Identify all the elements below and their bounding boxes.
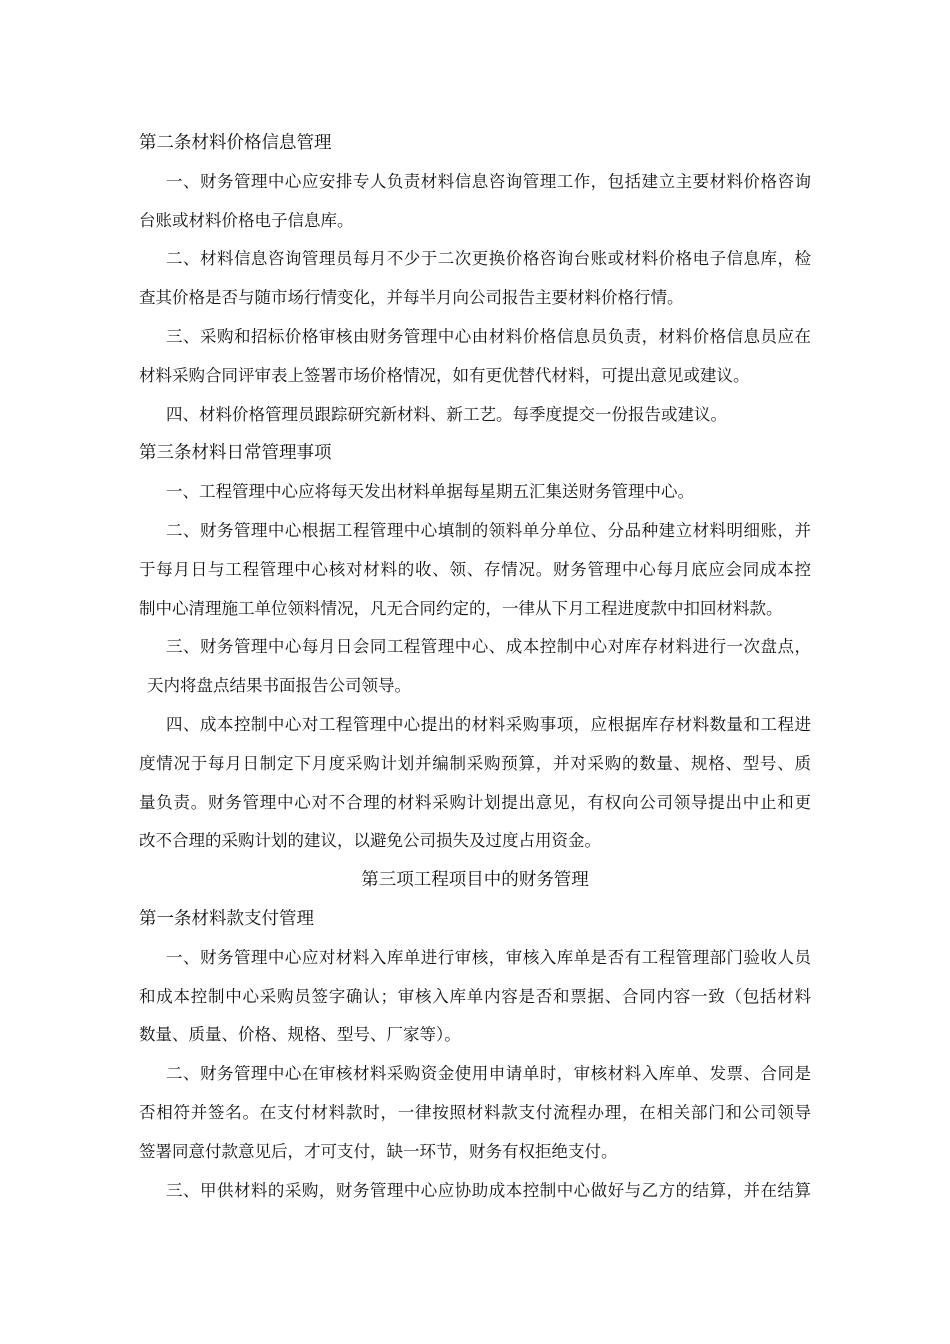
paragraph-line: 和成本控制中心采购员签字确认；审核入库单内容是否和票据、合同内容一致（包括材料 — [139, 986, 811, 1006]
section-heading: 第二条材料价格信息管理 — [139, 133, 332, 153]
paragraph-line: 三、财务管理中心每月日会同工程管理中心、成本控制中心对库存材料进行一次盘点， — [166, 637, 811, 657]
paragraph-line: 度情况于每月日制定下月度采购计划并编制采购预算，并对采购的数量、规格、型号、质 — [139, 753, 811, 773]
paragraph-line: 二、财务管理中心根据工程管理中心填制的领料单分单位、分品种建立材料明细账，并 — [166, 520, 811, 540]
paragraph-line: 三、甲供材料的采购，财务管理中心应协助成本控制中心做好与乙方的结算，并在结算 — [166, 1180, 811, 1200]
chapter-title: 第三项工程项目中的财务管理 — [361, 870, 589, 891]
paragraph-line: 量负责。财务管理中心对不合理的材料采购计划提出意见，有权向公司领导提出中止和更 — [139, 792, 811, 812]
paragraph-line: 四、成本控制中心对工程管理中心提出的材料采购事项，应根据库存材料数量和工程进 — [166, 714, 811, 734]
paragraph-line: 一、财务管理中心应安排专人负责材料信息咨询管理工作，包括建立主要材料价格咨询 — [166, 171, 811, 191]
paragraph-line: 台账或材料价格电子信息库。 — [139, 210, 354, 230]
paragraph-line: 数量、质量、价格、规格、型号、厂家等）。 — [139, 1025, 461, 1045]
paragraph-line: 二、材料信息咨询管理员每月不少于二次更换价格咨询台账或材料价格电子信息库，检 — [166, 249, 811, 269]
paragraph-line: 查其价格是否与随市场行情变化，并每半月向公司报告主要材料价格行情。 — [139, 288, 684, 308]
paragraph-line: 天内将盘点结果书面报告公司领导。 — [147, 676, 411, 696]
section-heading: 第三条材料日常管理事项 — [139, 443, 332, 464]
paragraph-line: 否相符并签名。在支付材料款时，一律按照材料款支付流程办理，在相关部门和公司领导 — [139, 1102, 811, 1122]
paragraph-line: 一、工程管理中心应将每天发出材料单据每星期五汇集送财务管理中心。 — [166, 482, 694, 502]
paragraph-line: 二、财务管理中心在审核材料采购资金使用申请单时，审核材料入库单、发票、合同是 — [166, 1064, 811, 1084]
document-body — [139, 124, 819, 1210]
paragraph-line: 四、材料价格管理员跟踪研究新材料、新工艺。每季度提交一份报告或建议。 — [166, 404, 727, 424]
paragraph-line: 材料采购合同评审表上签署市场价格情况，如有更优替代材料，可提出意见或建议。 — [139, 365, 750, 385]
paragraph-line: 一、财务管理中心应对材料入库单进行审核，审核入库单是否有工程管理部门验收人员 — [166, 947, 811, 967]
paragraph-line: 签署同意付款意见后，才可支付，缺一环节，财务有权拒绝支付。 — [139, 1141, 618, 1161]
paragraph-line: 制中心清理施工单位领料情况，凡无合同约定的，一律从下月工程进度款中扣回材料款。 — [139, 598, 783, 618]
paragraph-line: 于每月日与工程管理中心核对材料的收、领、存情况。财务管理中心每月底应会同成本控 — [139, 559, 811, 579]
paragraph-line: 改不合理的采购计划的建议，以避免公司损失及过度占用资金。 — [139, 831, 601, 851]
section-heading: 第一条材料款支付管理 — [139, 908, 314, 929]
paragraph-line: 三、采购和招标价格审核由财务管理中心由材料价格信息员负责，材料价格信息员应在 — [166, 326, 811, 346]
